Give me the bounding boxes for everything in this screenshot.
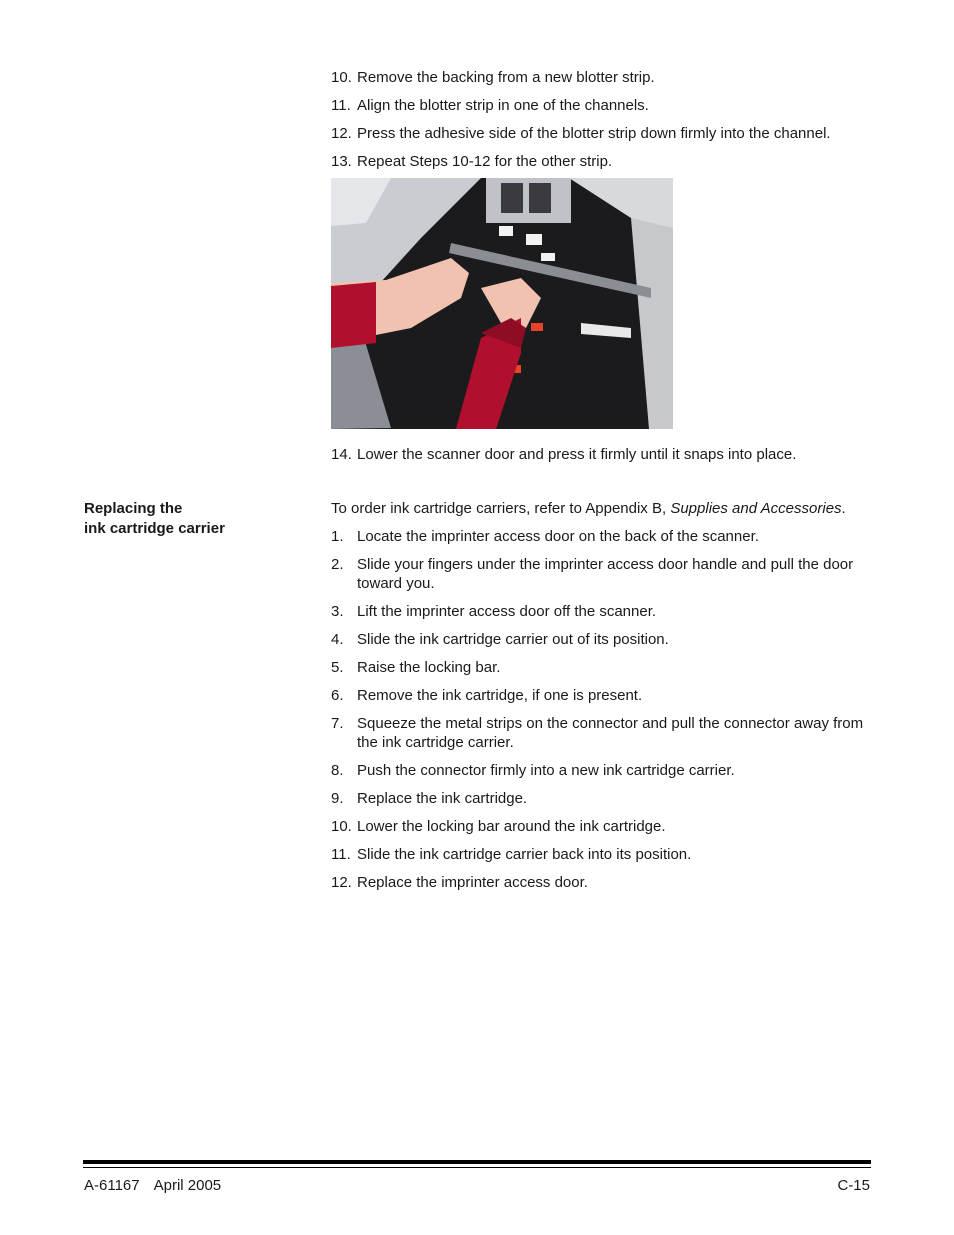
step-text: Repeat Steps 10-12 for the other strip.	[357, 153, 613, 170]
list-item	[331, 658, 876, 677]
list-item	[331, 686, 876, 705]
list-item	[331, 445, 876, 464]
intro-reference: Supplies and Accessories	[670, 500, 842, 517]
list-item	[331, 845, 876, 864]
step-number: 4.	[331, 631, 344, 648]
intro-text: To order ink cartridge carriers, refer to Appendix B,	[331, 500, 671, 517]
step-text: Squeeze the metal strips on the connector and pull the connector away from the ink cartridge carrier.	[357, 715, 864, 751]
step-text: Replace the ink cartridge.	[357, 790, 528, 807]
section-intro	[331, 499, 876, 518]
step-text: Remove the ink cartridge, if one is present.	[357, 687, 643, 704]
step-number: 14.	[331, 446, 352, 463]
step-text: Lower the locking bar around the ink cartridge.	[357, 818, 666, 835]
step-number: 7.	[331, 715, 344, 732]
list-item	[331, 630, 876, 649]
step-number: 2.	[331, 556, 344, 573]
list-item	[331, 714, 876, 752]
scanner-photo	[331, 178, 673, 429]
list-item	[331, 152, 876, 171]
step-number: 10.	[331, 69, 352, 86]
step-text: Locate the imprinter access door on the back of the scanner.	[357, 528, 759, 545]
doc-number: A-61167	[84, 1177, 140, 1194]
list-item	[331, 68, 876, 87]
list-item	[331, 602, 876, 621]
step-number: 12.	[331, 874, 352, 891]
step-number: 8.	[331, 762, 344, 779]
list-item	[331, 555, 876, 593]
step-number: 9.	[331, 790, 344, 807]
footer-rule-thin	[83, 1167, 871, 1168]
step-number: 6.	[331, 687, 344, 704]
steps-list-carrier	[331, 527, 876, 901]
step-text: Lower the scanner door and press it firmly until it snaps into place.	[357, 446, 797, 463]
list-item	[331, 873, 876, 892]
step-number: 13.	[331, 153, 352, 170]
step-number: 10.	[331, 818, 352, 835]
list-item	[331, 761, 876, 780]
section-heading-line: ink cartridge carrier	[84, 520, 225, 537]
step-number: 5.	[331, 659, 344, 676]
step-number: 1.	[331, 528, 344, 545]
step-text: Raise the locking bar.	[357, 659, 501, 676]
step-text: Align the blotter strip in one of the channels.	[357, 97, 649, 114]
doc-date: April 2005	[153, 1177, 222, 1194]
step-text: Push the connector firmly into a new ink cartridge carrier.	[357, 762, 735, 779]
step-text: Press the adhesive side of the blotter strip down firmly into the channel.	[357, 125, 831, 142]
list-item	[331, 789, 876, 808]
steps-list-door	[331, 445, 876, 464]
steps-list-blotter	[331, 68, 876, 180]
step-number: 11.	[331, 97, 351, 114]
footer-rule	[83, 1160, 871, 1164]
step-text: Slide your fingers under the imprinter access door handle and pull the door toward you.	[357, 556, 854, 592]
step-number: 3.	[331, 603, 344, 620]
list-item	[331, 817, 876, 836]
step-text: Replace the imprinter access door.	[357, 874, 588, 891]
scanner-photo-illustration	[331, 178, 673, 429]
list-item	[331, 96, 876, 115]
section-heading	[84, 499, 284, 539]
list-item	[331, 527, 876, 546]
step-text: Slide the ink cartridge carrier out of its position.	[357, 631, 669, 648]
intro-end: .	[841, 500, 846, 517]
list-item	[331, 124, 876, 143]
section-heading-line: Replacing the	[84, 500, 183, 517]
step-number: 11.	[331, 846, 351, 863]
footer-doc-info	[84, 1177, 235, 1194]
step-text: Remove the backing from a new blotter strip.	[357, 69, 655, 86]
step-number: 12.	[331, 125, 352, 142]
step-text: Slide the ink cartridge carrier back into its position.	[357, 846, 692, 863]
page-number: C-15	[837, 1177, 870, 1194]
step-text: Lift the imprinter access door off the scanner.	[357, 603, 657, 620]
